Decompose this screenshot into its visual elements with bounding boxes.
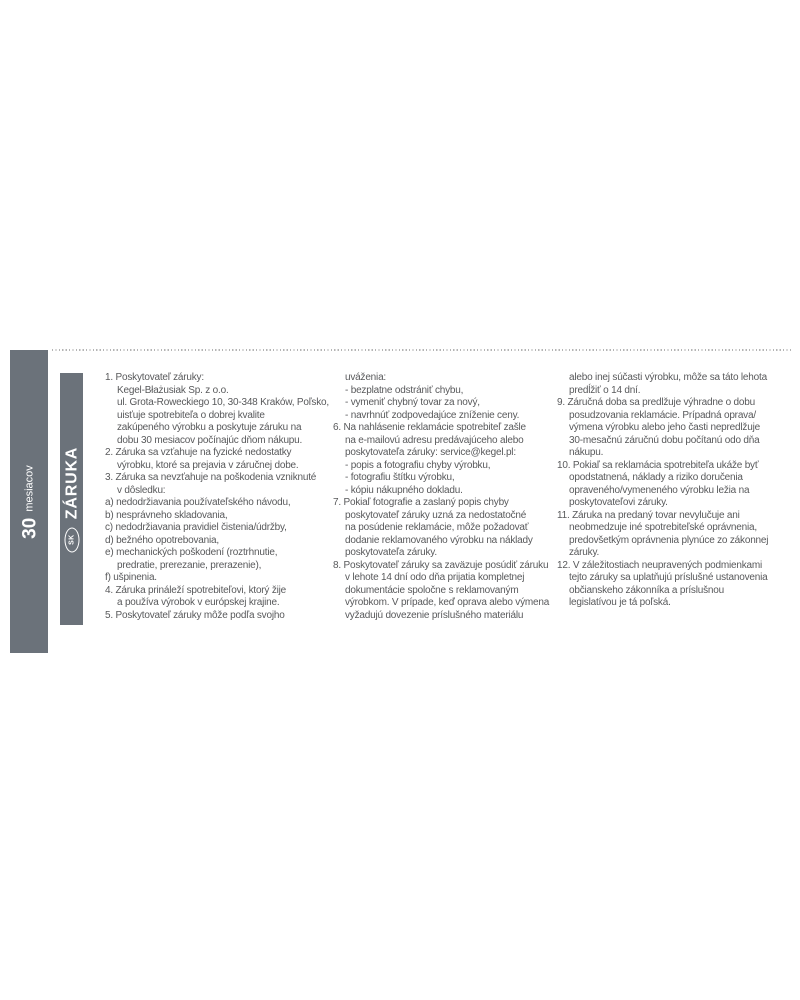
text-line: výrobku, ktoré sa prejavia v záručnej dobe. xyxy=(117,459,299,471)
text-line: 4. Záruka prináleží spotrebiteľovi, ktorý žije xyxy=(105,584,287,596)
text-line: na e-mailovú adresu predávajúceho alebo xyxy=(345,434,524,446)
text-line: uváženia: xyxy=(345,372,387,383)
text-line: výmena výrobku alebo jeho časti nepredlžuje xyxy=(569,422,760,433)
months-rotated-text xyxy=(10,350,48,653)
terms-column-3 xyxy=(557,372,768,610)
text-line: ul. Grota-Roweckiego 10, 30-348 Kraków, Poľsko, xyxy=(117,397,329,408)
warranty-title-bar xyxy=(60,373,83,625)
text-line: v lehote 14 dní odo dňa prijatia kompletnej xyxy=(345,572,525,583)
text-line: - popis a fotografiu chyby výrobku, xyxy=(345,459,491,471)
text-line: opraveného/vymeneného výrobku ležia na xyxy=(569,484,750,496)
text-line: opodstatnená, náklady a riziko doručenia xyxy=(569,472,743,483)
text-line: predĺžiť o 14 dní. xyxy=(569,384,641,396)
text-line: záruky. xyxy=(569,547,600,558)
text-line: predovšetkým oprávnenia plynúce zo zákonnej xyxy=(569,534,769,546)
text-line: 12. V záležitostiach neupravených podmienkami xyxy=(557,559,763,571)
text-line: poskytovateľa záruky. xyxy=(345,547,437,558)
text-line: vyžadujú dovezenie príslušného materiálu xyxy=(345,609,524,621)
text-line: 3. Záruka sa nevzťahuje na poškodenia vzniknuté xyxy=(105,472,317,483)
text-line: a používa výrobok v európskej krajine. xyxy=(117,597,280,608)
text-line: legislatívou je tá poľská. xyxy=(569,597,671,608)
text-line: 7. Pokiaľ fotografie a zaslaný popis chyby xyxy=(333,497,509,508)
text-line: 11. Záruka na predaný tovar nevylučuje ani xyxy=(557,509,740,521)
text-line: v dôsledku: xyxy=(117,484,166,496)
text-line: - fotografiu štítku výrobku, xyxy=(345,472,455,483)
text-line: 30-mesačnú záručnú dobu počítanú odo dňa xyxy=(569,434,760,446)
text-line: poskytovateľa záruky: service@kegel.pl: xyxy=(345,447,516,458)
perforation-dotted-line xyxy=(52,349,793,351)
language-badge-icon xyxy=(64,527,79,552)
language-code: SK xyxy=(68,534,75,545)
text-line: alebo inej súčasti výrobku, môže sa táto lehota xyxy=(569,372,767,383)
text-line: na posúdenie reklamácie, môže požadovať xyxy=(345,522,529,533)
text-line: 1. Poskytovateľ záruky: xyxy=(105,372,204,383)
text-line: Kegel-Błażusiak Sp. z o.o. xyxy=(117,384,229,396)
text-line: dobu 30 mesiacov počínajúc dňom nákupu. xyxy=(117,434,303,446)
text-line: poskytovateľ záruky uzná za nedostatočné xyxy=(345,509,527,521)
text-line: 2. Záruka sa vzťahuje na fyzické nedostatky xyxy=(105,447,292,458)
text-line: c) nedodržiavania pravidiel čistenia/údržby, xyxy=(105,522,287,533)
text-line: tejto záruky sa uplatňujú príslušné ustanovenia xyxy=(569,572,768,583)
text-line: f) ušpinenia. xyxy=(105,572,157,583)
text-line: dodanie reklamovaného výrobku na náklady xyxy=(345,534,533,546)
text-line: d) bežného opotrebovania, xyxy=(105,534,219,546)
months-value: 30 xyxy=(18,517,40,539)
terms-column-1 xyxy=(105,372,329,622)
text-line: 6. Na nahlásenie reklamácie spotrebiteľ zašle xyxy=(333,422,526,433)
text-line: 8. Poskytovateľ záruky sa zaväzuje posúdiť záruku xyxy=(333,559,549,571)
text-line: b) nesprávneho skladovania, xyxy=(105,509,228,521)
text-line: zakúpeného výrobku a poskytuje záruku na xyxy=(117,422,302,433)
text-line: poskytovateľovi záruky. xyxy=(569,497,668,508)
text-line: neobmedzuje iné spotrebiteľské oprávnenia, xyxy=(569,522,757,533)
text-line: - navrhnúť zodpovedajúce zníženie ceny. xyxy=(345,409,520,421)
text-line: - vymeniť chybný tovar za nový, xyxy=(345,397,480,408)
text-line: 5. Poskytovateľ záruky môže podľa svojho xyxy=(105,609,285,621)
text-line: uisťuje spotrebiteľa o dobrej kvalite xyxy=(117,409,265,421)
text-line: - kópiu nákupného dokladu. xyxy=(345,484,463,496)
terms-column-2 xyxy=(333,372,549,622)
months-sidebar-bar xyxy=(10,350,48,653)
text-line: e) mechanických poškodení (roztrhnutie, xyxy=(105,547,278,558)
text-line: výrobkom. V prípade, keď oprava alebo výmena xyxy=(345,597,550,608)
text-line: dokumentácie spoločne s reklamovaným xyxy=(345,584,519,596)
text-line: 10. Pokiaľ sa reklamácia spotrebiteľa ukáže byť xyxy=(557,459,759,471)
warranty-title: ZÁRUKA xyxy=(62,446,80,519)
text-line: a) nedodržiavania používateľského návodu, xyxy=(105,497,291,508)
months-unit: mesiacov xyxy=(22,464,35,512)
text-line: predratie, prerezanie, prerazenie), xyxy=(117,559,262,571)
text-line: - bezplatne odstrániť chybu, xyxy=(345,384,464,396)
text-line: občianskeho zákonníka a príslušnou xyxy=(569,584,724,596)
warranty-rotated-text xyxy=(60,373,83,625)
text-line: posudzovania reklamácie. Prípadná oprava/ xyxy=(569,409,756,421)
text-line: 9. Záručná doba sa predlžuje výhradne o dobu xyxy=(557,397,756,408)
text-line: nákupu. xyxy=(569,447,604,458)
